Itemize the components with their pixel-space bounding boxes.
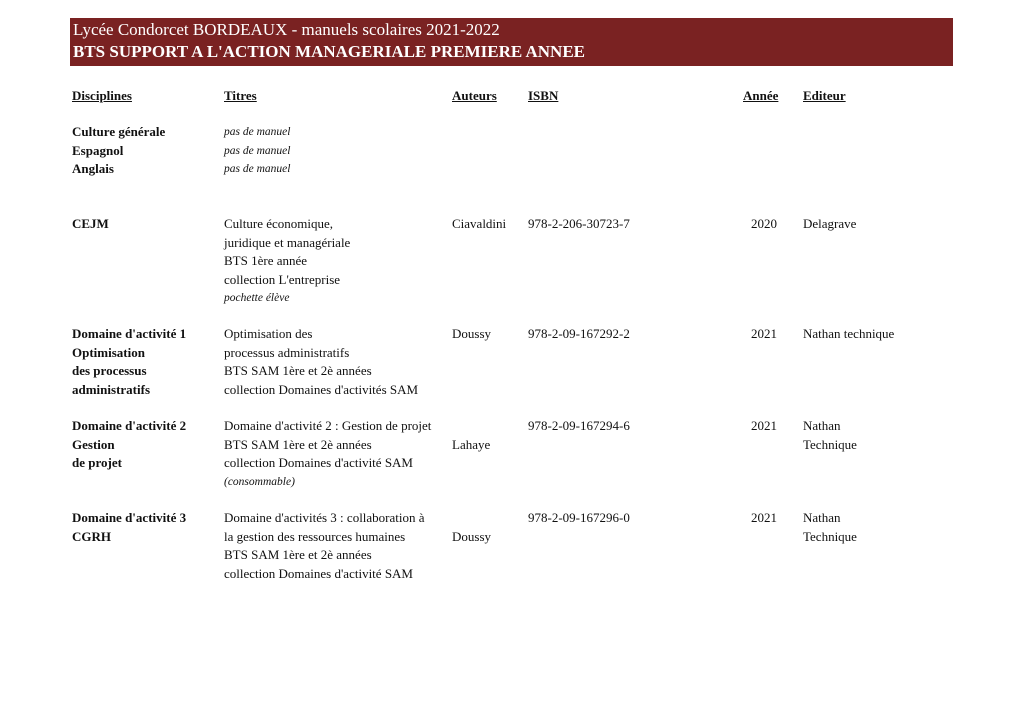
- row-cejm-discipline: CEJM: [72, 216, 109, 231]
- no-manual-note: pas de manuel: [224, 144, 291, 157]
- row-domaine1-publisher: Nathan technique: [803, 326, 895, 341]
- row-cejm-year: 2020: [751, 216, 777, 231]
- row-domaine3-publisher: Nathan Technique: [803, 510, 857, 544]
- row-cejm-note: pochette élève: [224, 292, 290, 304]
- row-domaine1-isbn: 978-2-09-167292-2: [528, 326, 630, 341]
- no-manual-disciplines: [72, 123, 165, 179]
- row-domaine2-note: (consommable): [224, 475, 295, 488]
- no-manual-note: pas de manuel: [224, 163, 291, 175]
- row-domaine1-discipline: Domaine d'activité 1 Optimisation des processus administratifs: [72, 326, 187, 397]
- header-titres: Titres: [224, 88, 257, 103]
- row-domaine2-author: Lahaye: [452, 437, 491, 452]
- row-domaine1-author: Doussy: [452, 326, 492, 341]
- title-banner: [70, 18, 953, 66]
- row-cejm-author: Ciavaldini: [452, 216, 507, 231]
- row-cejm-isbn: 978-2-206-30723-7: [528, 216, 630, 231]
- no-manual-note: pas de manuel: [224, 126, 291, 138]
- header-editeur: Editeur: [803, 88, 846, 103]
- row-domaine3-year: 2021: [751, 510, 777, 525]
- school-title: Lycée Condorcet BORDEAUX - manuels scolaires 2021-2022: [73, 20, 500, 39]
- program-title: BTS SUPPORT A L'ACTION MANAGERIALE PREMIERE ANNEE: [73, 42, 586, 61]
- row-domaine3-discipline: Domaine d'activité 3 CGRH: [72, 510, 187, 544]
- row-domaine2-isbn: 978-2-09-167294-6: [528, 418, 630, 433]
- row-domaine1-title: Optimisation des processus administratifs BTS SAM 1ère et 2è années collection Domaines d'activités SAM: [224, 326, 419, 397]
- discipline-culture-generale: Culture générale: [72, 124, 166, 139]
- row-domaine1-year: 2021: [751, 326, 777, 341]
- row-domaine3-title: Domaine d'activités 3 : collaboration à la gestion des ressources humaines BTS SAM 1ère et 2è années collection Domaines d'activité SAM: [224, 510, 425, 581]
- header-isbn: ISBN: [528, 88, 559, 103]
- row-cejm-publisher: Delagrave: [803, 216, 857, 231]
- row-domaine2-year: 2021: [751, 418, 777, 433]
- row-cejm-title: Culture économique, juridique et managériale BTS 1ère année collection L'entreprise pochette élève: [224, 215, 350, 308]
- no-manual-titles: [224, 123, 290, 179]
- discipline-anglais: Anglais: [72, 161, 114, 176]
- row-domaine2-title: Domaine d'activité 2 : Gestion de projet BTS SAM 1ère et 2è années collection Domaines d'activité SAM (consommable): [224, 417, 431, 491]
- discipline-espagnol: Espagnol: [72, 142, 124, 158]
- row-domaine3-isbn: 978-2-09-167296-0: [528, 510, 630, 525]
- row-domaine2-discipline: Domaine d'activité 2 Gestion de projet: [72, 418, 187, 470]
- row-domaine3-author: Doussy: [452, 529, 492, 544]
- header-auteurs: Auteurs: [452, 88, 497, 103]
- row-domaine2-publisher: Nathan Technique: [803, 418, 857, 452]
- header-annee: Année: [743, 88, 779, 103]
- header-disciplines: Disciplines: [72, 88, 132, 103]
